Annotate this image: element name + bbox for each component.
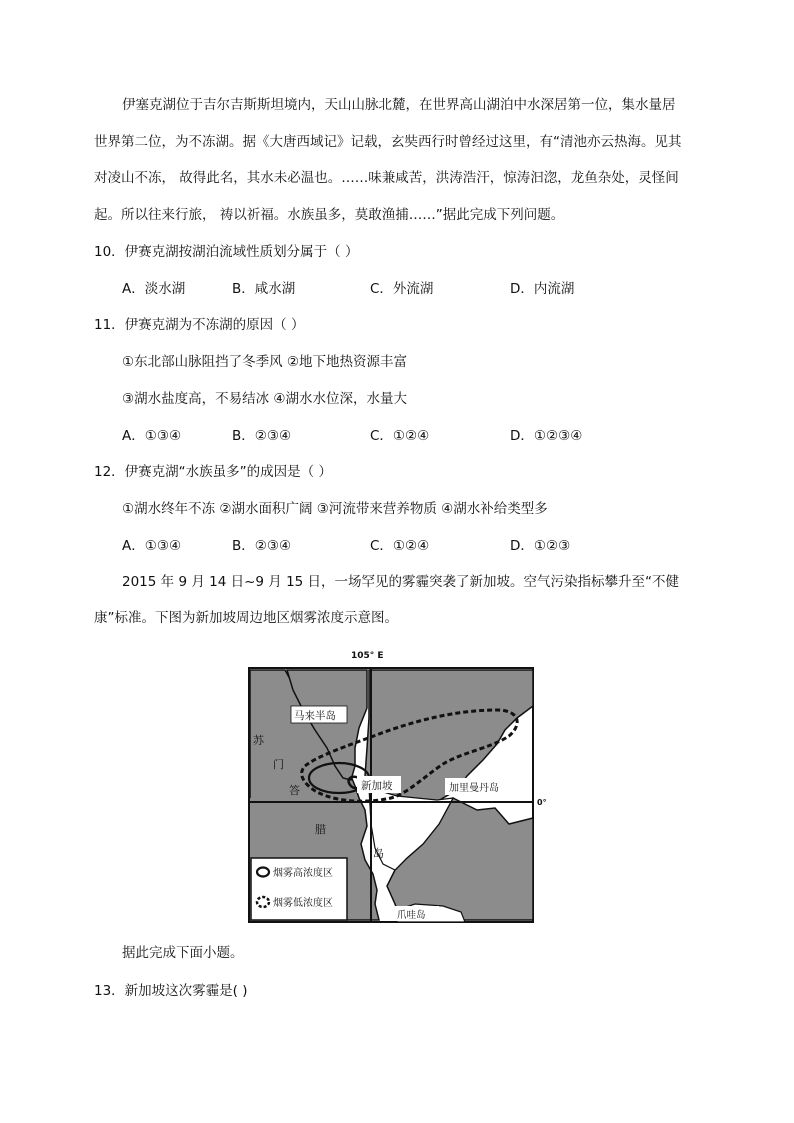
label-malay: 马来半岛 <box>294 710 336 722</box>
q12-option-b: B．②③④ <box>232 538 292 554</box>
q12-statements: ①湖水终年不冻 ②湖水面积广阔 ③河流带来营养物质 ④湖水补给类型多 <box>122 501 548 517</box>
latitude-label: 0° <box>537 798 547 807</box>
q10-option-c: C．外流湖 <box>370 281 434 297</box>
q11-option-b: B．②③④ <box>232 428 292 444</box>
label-la: 腊 <box>315 823 326 836</box>
passage-line: 对凌山不冻， 故得此名，其水未必温也。……味兼咸苦，洪涛浩汗，惊涛汩淴，龙鱼杂处，灵怪间 <box>94 170 679 186</box>
longitude-label: 105° E <box>351 651 384 661</box>
legend-low-label: 烟雾低浓度区 <box>273 898 333 909</box>
q12-option-a: A．①③④ <box>122 538 182 554</box>
legend-high-label: 烟雾高浓度区 <box>273 868 333 879</box>
label-dao: 岛 <box>373 847 384 860</box>
passage-line: 康”标准。下图为新加坡周边地区烟雾浓度示意图。 <box>94 610 398 626</box>
label-singapore: 新加坡 <box>361 780 393 792</box>
q10-option-a: A．淡水湖 <box>122 281 186 297</box>
passage-line: 伊塞克湖位于吉尔吉斯斯坦境内，天山山脉北麓，在世界高山湖泊中水深居第一位，集水量居 <box>122 97 676 113</box>
q12-option-c: C．①②④ <box>370 538 430 554</box>
passage-line: 起。所以往来行旅， 祷以祈福。水族虽多，莫敢渔捕……”据此完成下列问题。 <box>94 207 565 223</box>
question-10-stem: 10．伊赛克湖按湖泊流域性质划分属于（ ） <box>94 244 359 260</box>
q10-option-d: D．内流湖 <box>510 281 575 297</box>
label-kalimantan: 加里曼丹岛 <box>449 783 499 794</box>
question-12-stem: 12．伊赛克湖“水族虽多”的成因是（ ） <box>94 464 332 480</box>
q11-statements: ①东北部山脉阻挡了冬季风 ②地下地热资源丰富 <box>122 354 407 370</box>
question-13-stem: 13．新加坡这次雾霾是( ) <box>94 983 248 999</box>
q11-option-c: C．①②④ <box>370 428 430 444</box>
q12-option-d: D．①②③ <box>510 538 571 554</box>
question-11-stem: 11．伊赛克湖为不冻湖的原因（ ） <box>94 317 305 333</box>
q11-option-a: A．①③④ <box>122 428 182 444</box>
label-java: 爪哇岛 <box>397 910 426 921</box>
passage-line: 世界第二位，为不冻湖。据《大唐西域记》记载，玄奘西行时曾经过这里，有“清池亦云热海。见其 <box>94 134 682 150</box>
q11-option-d: D．①②③④ <box>510 428 583 444</box>
q10-option-b: B．咸水湖 <box>232 281 296 297</box>
instruction-line: 据此完成下面小题。 <box>122 945 244 961</box>
passage-line: 2015 年 9 月 14 日~9 月 15 日，一场罕见的雾霾突袭了新加坡。空气污染指标攀升至“不健 <box>122 574 680 590</box>
label-su: 苏 <box>253 734 264 747</box>
q11-statements: ③湖水盐度高，不易结冰 ④湖水水位深，水量大 <box>122 391 407 407</box>
label-men: 门 <box>273 758 284 771</box>
label-da: 答 <box>289 784 300 797</box>
singapore-haze-map <box>247 648 547 926</box>
